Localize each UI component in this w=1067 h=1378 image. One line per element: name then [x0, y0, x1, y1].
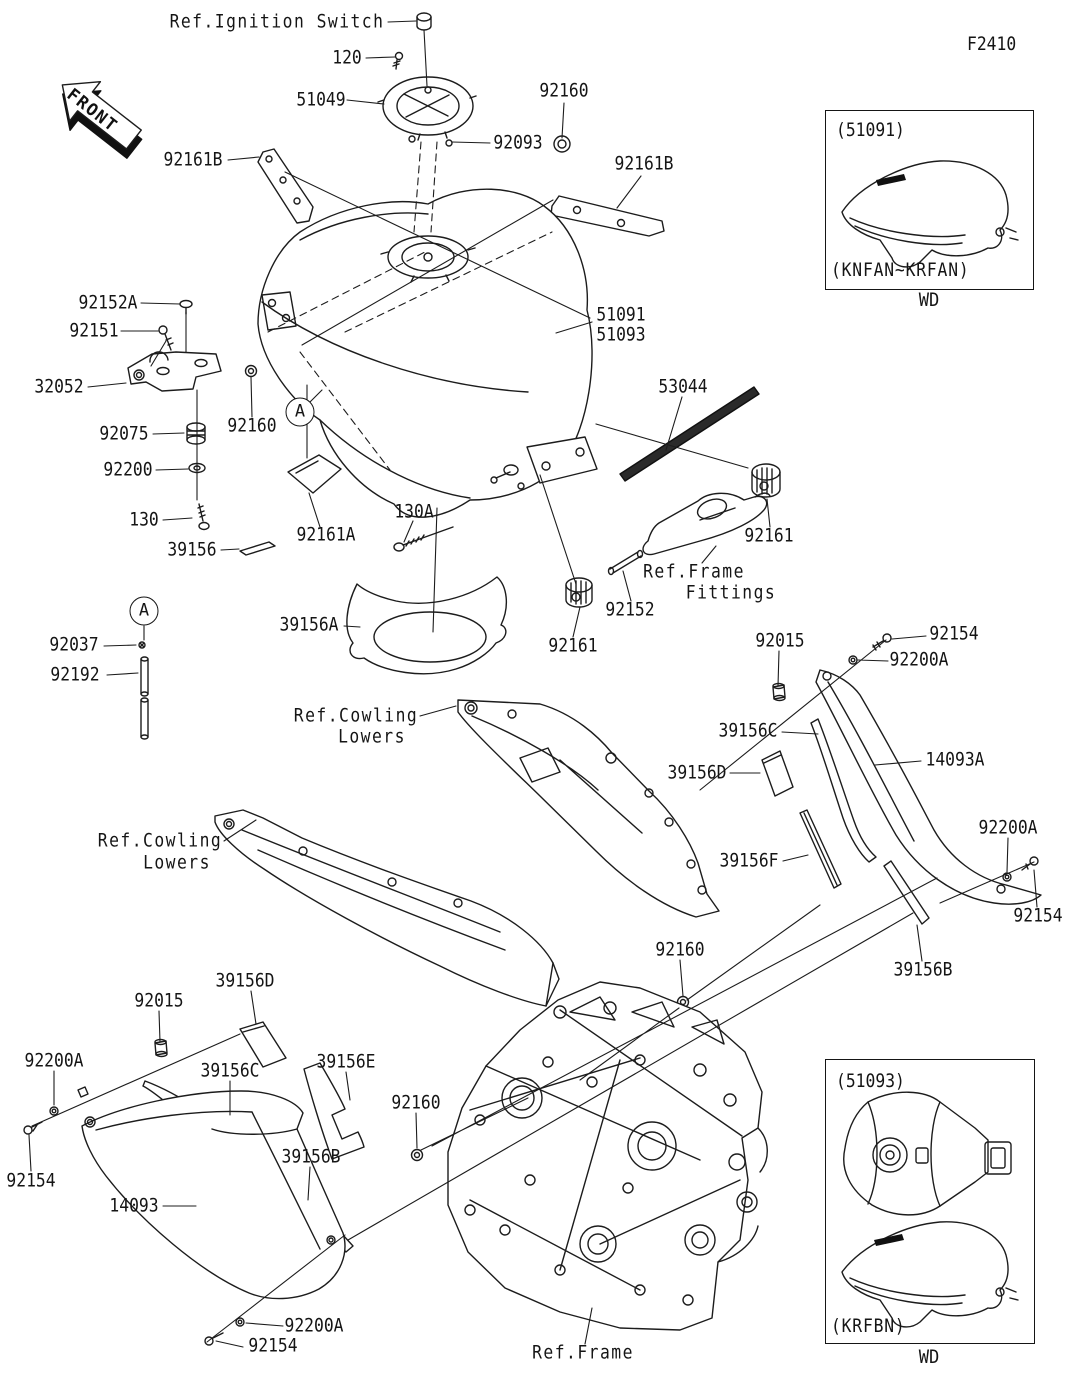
trim-39156d-right: [762, 751, 793, 796]
label-ref-frame-fittings-2: Fittings: [685, 581, 777, 604]
label-92200a-s: 92200A: [284, 1314, 344, 1337]
label-92161b-left: 92161B: [163, 148, 223, 171]
label-39156f: 39156F: [719, 849, 779, 872]
label-92037: 92037: [49, 633, 99, 656]
label-92161-mid: 92161: [548, 634, 598, 657]
label-92160-top: 92160: [539, 79, 589, 102]
inset-bottom-title: (51093): [836, 1070, 905, 1092]
label-ref-ignition-switch: Ref.Ignition Switch: [169, 10, 385, 33]
damper-92161-mid: [566, 578, 592, 607]
cowling-lower-left: [215, 810, 559, 1006]
label-ref-frame-fittings-1: Ref.Frame: [643, 560, 745, 583]
label-92200a-ne: 92200A: [889, 648, 949, 671]
label-39156c-right: 39156C: [718, 719, 778, 742]
label-39156b-right: 39156B: [893, 958, 953, 981]
label-92154-s: 92154: [248, 1334, 298, 1357]
label-92200a-se: 92200A: [978, 816, 1038, 839]
label-39156e: 39156E: [316, 1050, 376, 1073]
label-ref-cowling-1b: Lowers: [338, 725, 406, 748]
label-ref-cowling-2a: Ref.Cowling: [97, 829, 223, 852]
trim-39156e: [304, 1063, 364, 1159]
label-92093: 92093: [493, 131, 543, 154]
label-92151: 92151: [69, 319, 119, 342]
label-ref-cowling-2b: Lowers: [143, 851, 211, 874]
bracket-92161b-right: [551, 196, 664, 236]
frame: [448, 982, 767, 1330]
label-92192: 92192: [50, 663, 100, 686]
detail-marker-a-1: A: [286, 398, 315, 427]
label-ref-cowling-1a: Ref.Cowling: [293, 704, 419, 727]
label-ref-frame: Ref.Frame: [532, 1341, 634, 1364]
label-51093: 51093: [596, 323, 646, 346]
label-51049: 51049: [296, 88, 346, 111]
label-92154-se: 92154: [1013, 904, 1063, 927]
trim-53044: [620, 387, 759, 481]
label-92160-bottom: 92160: [391, 1091, 441, 1114]
label-14093a: 14093A: [925, 748, 985, 771]
inset-top-variant: (KNFAN~KRFAN): [831, 259, 970, 281]
page-code: F2410: [967, 33, 1017, 55]
label-92075: 92075: [99, 422, 149, 445]
label-92154-ne: 92154: [929, 622, 979, 645]
fastener-column-left: [159, 301, 275, 556]
inset-top-title: (51091): [836, 119, 905, 141]
label-51091: 51091: [596, 303, 646, 326]
bracket-92161b-left: [258, 149, 313, 223]
label-14093: 14093: [109, 1194, 159, 1217]
cowling-lower-right: [458, 700, 719, 917]
label-92161a: 92161A: [296, 523, 356, 546]
label-39156d-right: 39156D: [667, 761, 727, 784]
inset-bottom-note: WD: [918, 1346, 940, 1368]
label-92015-left: 92015: [134, 989, 184, 1012]
bracket-32052: [128, 352, 221, 391]
inset-top-note: WD: [918, 289, 940, 311]
heat-shield-39156a: [347, 577, 506, 674]
label-53044: 53044: [658, 375, 708, 398]
tank-cover-14093: [82, 1091, 345, 1299]
damper-92161-right: [752, 464, 780, 497]
label-39156: 39156: [167, 538, 217, 561]
label-92200: 92200: [103, 458, 153, 481]
front-arrow-text: FRONT: [62, 84, 122, 137]
label-92152a: 92152A: [78, 291, 138, 314]
label-92161-right: 92161: [744, 524, 794, 547]
label-32052: 32052: [34, 375, 84, 398]
label-130: 130: [129, 508, 159, 531]
trim-39156b-right: [884, 861, 929, 924]
detail-marker-a-2: A: [130, 597, 159, 626]
label-120: 120: [332, 46, 362, 69]
trim-39156d-left: [240, 1022, 286, 1067]
screw-92037-tube-92192: [139, 642, 148, 739]
label-39156c-left: 39156C: [200, 1059, 260, 1082]
label-39156d-left: 39156D: [215, 969, 275, 992]
label-92015-right: 92015: [755, 629, 805, 652]
label-92160-mid: 92160: [655, 938, 705, 961]
label-92152: 92152: [605, 598, 655, 621]
label-92160-left: 92160: [227, 414, 277, 437]
fuel-cap-51049: [378, 77, 476, 146]
bolt-130a: [394, 527, 453, 551]
trim-39156f: [800, 810, 841, 888]
label-92200a-w: 92200A: [24, 1049, 84, 1072]
label-92154-w: 92154: [6, 1169, 56, 1192]
label-39156b-left: 39156B: [281, 1145, 341, 1168]
label-92161b-right: 92161B: [614, 152, 674, 175]
inset-box-51093: [825, 1059, 1035, 1344]
pin-92152: [609, 551, 643, 575]
label-130a: 130A: [394, 500, 434, 523]
inset-bottom-variant: (KRFBN): [831, 1315, 906, 1337]
front-arrow: [43, 64, 154, 168]
label-39156a: 39156A: [279, 613, 339, 636]
frame-fitting-bracket: [643, 493, 770, 554]
trim-92161a: [288, 455, 341, 493]
